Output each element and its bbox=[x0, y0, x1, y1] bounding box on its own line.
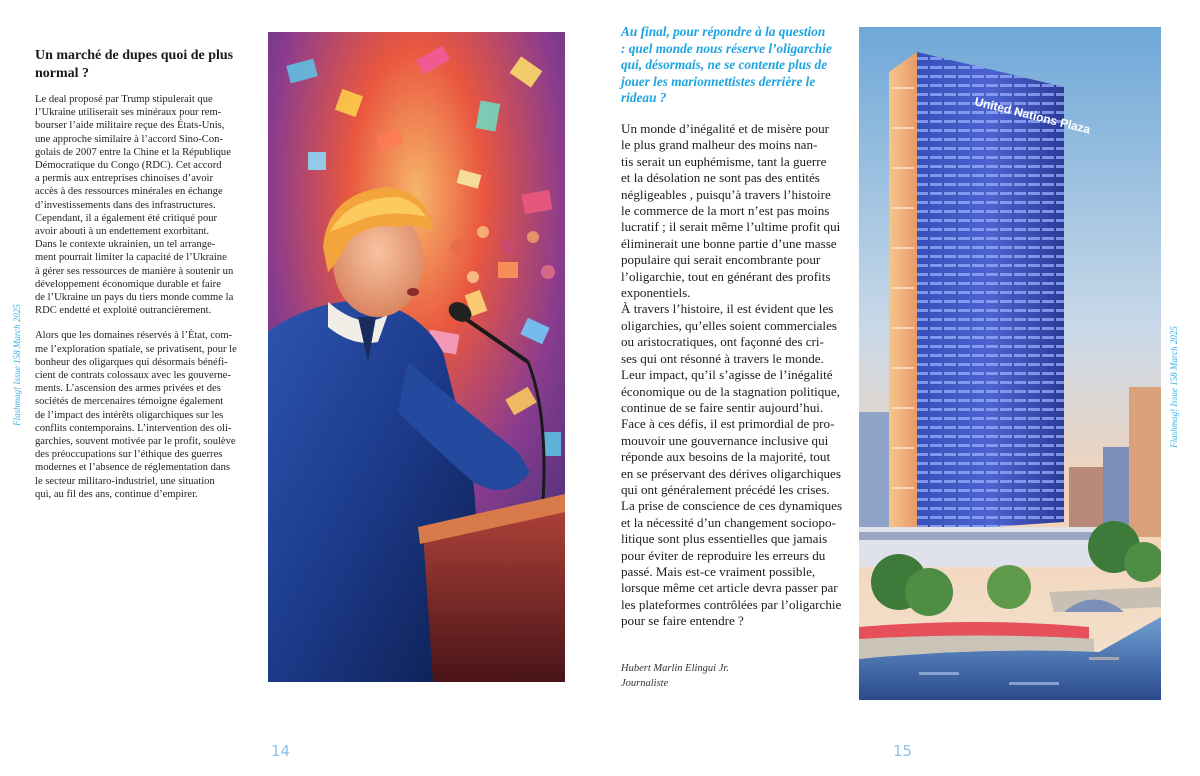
left-side-tag: Flashmag! Issue 158 March 2025 bbox=[12, 304, 22, 426]
author-role: Journaliste bbox=[621, 678, 669, 689]
right-side-tag: Flashmag! Issue 158 March 2025 bbox=[1169, 326, 1179, 448]
building-sign: United Nations Plaza bbox=[973, 94, 1092, 137]
page-number-left: 14 bbox=[271, 742, 291, 760]
page-number-right: 15 bbox=[893, 742, 913, 760]
author-signature bbox=[621, 661, 729, 691]
lead-question: Au final, pour répondre à la question : quel monde nous réserve l’oligarchie qui, désormais, ne se contente plus de jouer les marionnettistes derrière le rideau ? bbox=[621, 24, 832, 105]
paragraph: Alors que les domaines réservés à l’État, com- me l’exploration spatiale, se privatisent, pour le bonheur des oligarques qui désormais bénéfi- cient de contrats colossaux avec les gouverne- ments. L’ascension des armes privées et des sociétés de mercenaires témoigne également de l’impact des intérêts oligarchiques sur les conflits contemporains. L’intervention des oli- garchies, souvent motivée par le profit, soulève des préoccupations sur l’éthique des guerres modernes et l’absence de réglementation dans le secteur militaro-industriel, une situation qui, au fil des ans, continue d’empirer. bbox=[35, 330, 237, 500]
right-column-text: Un monde d’inégalité et de misère pour le plus grand malheur des moins nan- tis serait un euphémisme, tant la guerre et la désolation ne sont pas des entités négligeables , puisqu’à travers l’histoire le commerce de la mort n’est pas moins lucratif ; il serait même l’ultime profit qui éliminerait une bonne partie d’une masse populaire qui serait encombrante pour l’oligarchie, tout en générant des profits exponentiels. À travers l’histoire, il est évident que les oligarchies, qu’elles soient commerciales ou aristocratiques, ont façonné des cri- ses qui ont résonné à travers le monde. Leur impact, qu’il s’agisse de l’inégalité économique ou de la stagnation politique, continue de se faire sentir aujourd’hui. Face à ces défis, il est primordial de pro- mouvoir une gouvernance inclusive qui réponde aux besoins de la majorité, tout en se préservant des dérives oligarchiques qui ont généralement précédé les crises. La prise de conscience de ces dynamiques et la nécessité d’un changement sociopo- litique sont plus essentielles que jamais pour éviter de reproduire les erreurs du passé. Mais est-ce vraiment possible, lorsque même cet article devra passer par les plateformes contrôlées par l’oligarchie pour se faire entendre ? bbox=[621, 121, 843, 629]
left-column-text bbox=[35, 93, 260, 513]
article-heading: Un marché de dupes quoi de plus normal ? bbox=[35, 48, 234, 81]
un-plaza-painting bbox=[859, 27, 1161, 700]
paragraph: Le deal proposé par Trump stipulerait que l’Ukraine utiliserait ses minéraux pour rem- bourser l’aide militaire reçue des États-Unis, une approche similaire à l’accord Sino-Con- golais de 2007 entre la Chine et la République Démocratique du Congo (RDC). Cet accord a permis aux entreprises chinoises d’avoir accès à des ressources minérales en échange d’investissements dans des infrastructures. Cependant, il a également été critiqué pour avoir abouti à un endettement exorbitant. Dans le contexte ukrainien, un tel arrange- ment pourrait limiter la capacité de l’Ukraine à gérer ses ressources de manière à soutenir un développement économique durable et faire de l’Ukraine un pays du tiers monde comme la RDC endetté et exploité outrancièrement. bbox=[35, 94, 234, 317]
author-name: Hubert Marlin Elingui Jr. bbox=[621, 663, 729, 674]
speaker-painting bbox=[268, 32, 565, 682]
